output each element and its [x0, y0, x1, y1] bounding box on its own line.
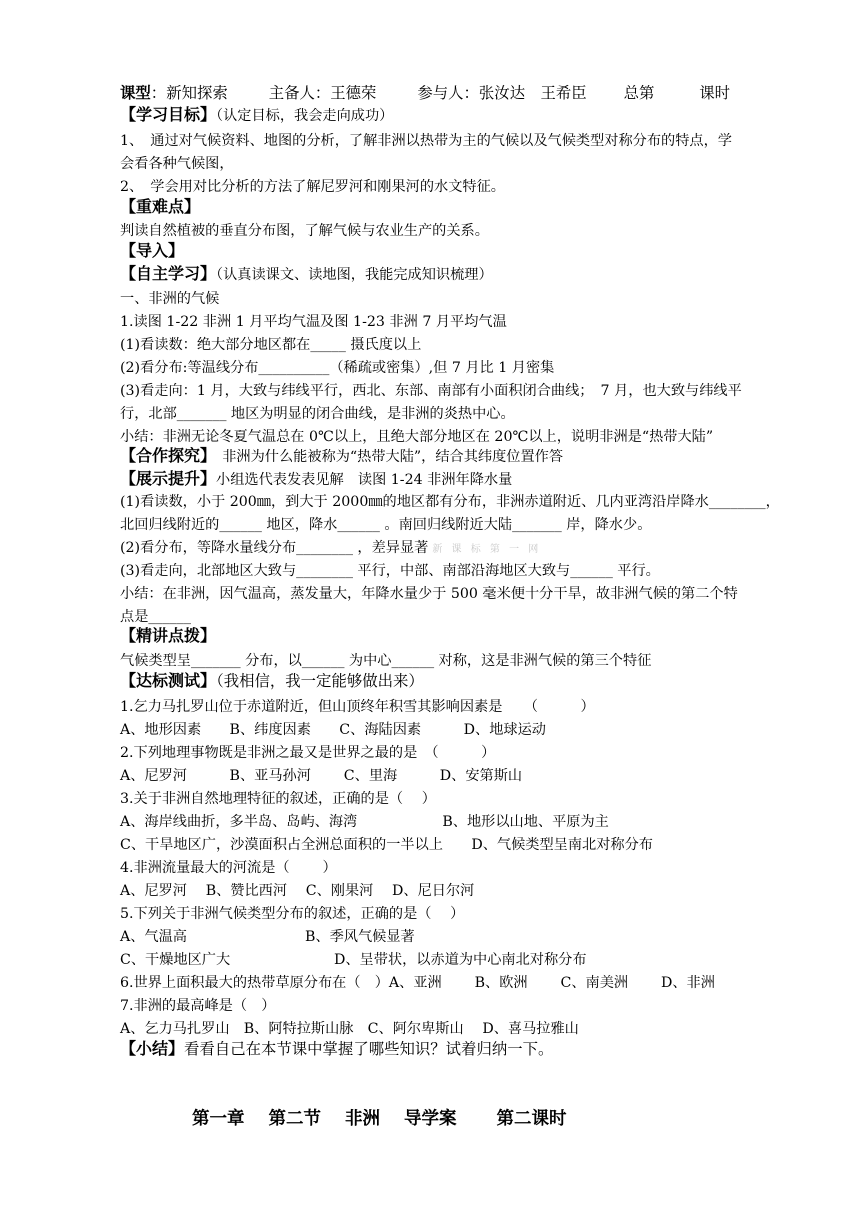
goal-item-1: 1、 通过对气候资料、地图的分析，了解非洲以热带为主的气候以及气候类型对称分布的特点，学	[120, 133, 732, 149]
climate-a2: (2)看分布:等温线分布__________（稀疏或密集）,但 7 月比 1 月密集	[120, 360, 555, 376]
test-q6: 6.世界上面积最大的热带草原分布在（ ）A、亚洲 B、欧洲 C、南美洲 D、非洲	[120, 975, 715, 991]
precip-summary-cont: 点是______	[120, 609, 191, 625]
key-heading	[120, 196, 790, 219]
climate-section-title: 一、非洲的气候	[120, 291, 220, 307]
cooperate-text: 非洲为什么能被称为“热带大陆”，结合其纬度位置作答	[208, 449, 564, 465]
test-heading-line	[120, 670, 790, 693]
guide-text: 气候类型呈_______ 分布，以______ 为中心______ 对称，这是非洲气候的第三个特征	[120, 653, 652, 669]
intro-heading-text: 【导入】	[120, 241, 185, 260]
test-q1: 1.乞力马扎罗山位于赤道附近，但山顶终年积雪其影响因素是 （ ）	[120, 699, 595, 715]
precip-p2-line	[120, 537, 790, 561]
cooperate-line	[120, 445, 790, 468]
show-heading-line	[120, 468, 790, 491]
test-note: （我相信，我一定能够做出来）	[216, 672, 424, 690]
guide-heading	[120, 625, 790, 648]
precip-p3: (3)看走向，北部地区大致与________ 平行，中部、南部沿海地区大致与______ 平行。	[120, 563, 660, 579]
goals-note: （认定目标，我会走向成功）	[216, 108, 394, 124]
title-region: 非洲	[345, 1109, 380, 1129]
self-study-note: （认真读课文、读地图，我能完成知识梳理）	[216, 267, 493, 283]
test-q3-options-1: A、海岸线曲折，多半岛、岛屿、海湾 B、地形以山地、平原为主	[120, 814, 609, 830]
title-doc: 导学案	[404, 1109, 457, 1129]
precip-p1-cont: 北回归线附近的______ 地区，降水______ 。南回归线附近大陆_______ 岸，降水少。	[120, 517, 652, 533]
test-q4: 4.非洲流量最大的河流是（ ）	[120, 860, 337, 876]
climate-a3: (3)看走向：1 月，大致与纬线平行，西北、东部、南部有小面积闭合曲线； 7 月，也大致与纬线平	[120, 383, 742, 399]
goals-heading: 【学习目标】	[120, 105, 217, 124]
climate-a3-cont: 行，北部_______ 地区为明显的闭合曲线，是非洲的炎热中心。	[120, 406, 515, 422]
participants: 参与人：张汝达 王希臣	[417, 84, 587, 102]
test-heading: 【达标测试】	[120, 671, 217, 690]
show-note: 小组选代表发表见解 读图 1-24 非洲年降水量	[216, 472, 513, 488]
test-q4-options: A、尼罗河 B、赞比西河 C、刚果河 D、尼日尔河	[120, 883, 475, 899]
climate-summary: 小结：非洲无论冬夏气温总在 0℃以上，且绝大部分地区在 20℃以上，说明非洲是“热带大陆”	[120, 429, 714, 445]
watermark: 新 课 标 第 一 网	[432, 544, 542, 555]
title-section: 第二节	[268, 1109, 321, 1129]
show-heading: 【展示提升】	[120, 469, 217, 488]
climate-a1: (1)看读数：绝大部分地区都在_____ 摄氏度以上	[120, 337, 422, 353]
test-q3-options-2: C、干旱地区广，沙漠面积占全洲总面积的一半以上 D、气候类型呈南北对称分布	[120, 837, 653, 853]
test-q7: 7.非洲的最高峰是（ ）	[120, 998, 276, 1014]
summary-heading: 【小结】	[120, 1039, 185, 1058]
precip-p2: (2)看分布，等降水量线分布________ ，差异显著	[120, 540, 429, 556]
test-q5: 5.下列关于非洲气候类型分布的叙述，正确的是（ ）	[120, 906, 465, 922]
title-period: 第二课时	[496, 1109, 567, 1129]
key-heading-text: 【重难点】	[120, 197, 201, 216]
test-q2-options: A、尼罗河 B、亚马孙河 C、里海 D、安第斯山	[120, 768, 523, 784]
key-text: 判读自然植被的垂直分布图，了解气候与农业生产的关系。	[120, 223, 489, 239]
preparer: 主备人：王德荣	[268, 84, 377, 102]
self-study-heading-line	[120, 263, 790, 286]
intro-heading	[120, 240, 790, 263]
guide-heading-text: 【精讲点拨】	[120, 626, 217, 645]
lesson-type-label: 课型	[120, 84, 151, 102]
cooperate-heading: 【合作探究】	[120, 446, 209, 465]
test-q5-options-1: A、气温高 B、季风气候显著	[120, 929, 415, 945]
title-chapter: 第一章	[192, 1109, 245, 1129]
goal-item-1-cont: 会看各种气候图，	[120, 156, 234, 172]
precip-summary: 小结：在非洲，因气温高，蒸发量大，年降水量少于 500 毫米便十分干旱，故非洲气候的第二个特	[120, 586, 738, 602]
test-q2: 2.下列地理事物既是非洲之最又是世界之最的是 （ ）	[120, 745, 496, 761]
climate-q1: 1.读图 1-22 非洲 1 月平均气温及图 1-23 非洲 7 月平均气温	[120, 314, 507, 330]
summary-text: 看看自己在本节课中掌握了哪些知识？试着归纳一下。	[184, 1040, 554, 1058]
lesson-type-colon: ：	[150, 84, 167, 102]
summary-line	[120, 1038, 790, 1061]
lesson-type-value: 新知探索	[166, 84, 228, 102]
test-q1-options: A、地形因素 B、纬度因素 C、海陆因素 D、地球运动	[120, 722, 546, 738]
next-lesson-title	[192, 1105, 591, 1130]
period-label: 课时	[699, 84, 731, 102]
total-label: 总第	[623, 84, 655, 102]
precip-p1: (1)看读数，小于 200㎜，到大于 2000㎜的地区都有分布，非洲赤道附近、几内亚湾沿岸降水________，	[120, 494, 780, 510]
goal-item-2: 2、 学会用对比分析的方法了解尼罗河和刚果河的水文特征。	[120, 179, 505, 195]
self-study-heading: 【自主学习】	[120, 264, 217, 283]
goals-heading-line	[120, 104, 790, 127]
test-q3: 3.关于非洲自然地理特征的叙述，正确的是（ ）	[120, 791, 436, 807]
header-line	[120, 82, 790, 104]
test-q5-options-2: C、干燥地区广大 D、呈带状，以赤道为中心南北对称分布	[120, 952, 587, 968]
test-q7-options: A、乞力马扎罗山 B、阿特拉斯山脉 C、阿尔卑斯山 D、喜马拉雅山	[120, 1021, 579, 1037]
